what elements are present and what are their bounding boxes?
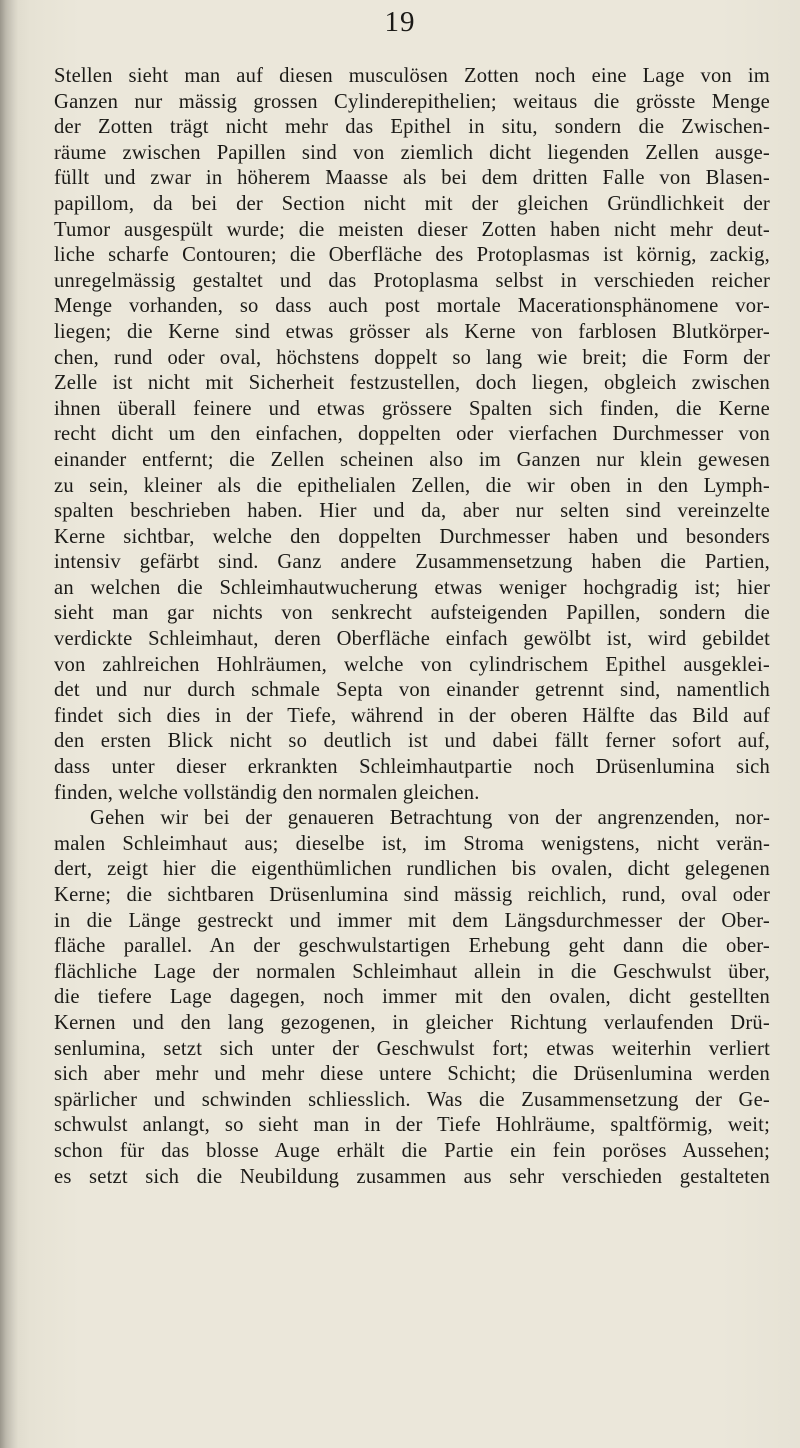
- text-line: in die Länge gestreckt und immer mit dem Längsdurchmesser der Ober-: [54, 909, 770, 932]
- text-line: sich aber mehr und mehr diese untere Schicht; die Drüsenlumina werden: [54, 1063, 770, 1086]
- text-line: Kernen und den lang gezogenen, in gleicher Richtung verlaufenden Drü-: [54, 1011, 770, 1034]
- text-line: senlumina, setzt sich unter der Geschwulst fort; etwas weiterhin verliert: [54, 1037, 770, 1060]
- text-line: malen Schleimhaut aus; dieselbe ist, im Stroma wenigstens, nicht verän-: [54, 832, 770, 855]
- text-line: es setzt sich die Neubildung zusammen aus sehr verschieden gestalteten: [54, 1165, 770, 1188]
- text-line: die tiefere Lage dagegen, noch immer mit den ovalen, dicht gestellten: [54, 986, 770, 1009]
- paragraph-end-line: finden, welche vollständig den normalen gleichen.: [54, 781, 480, 804]
- page-number: 19: [384, 6, 416, 38]
- text-line: räume zwischen Papillen sind von ziemlich dicht liegenden Zellen ausge-: [54, 141, 770, 164]
- text-line: spalten beschrieben haben. Hier und da, aber nur selten sind vereinzelte: [54, 500, 770, 523]
- text-line: det und nur durch schmale Septa von einander getrennt sind, namentlich: [54, 679, 770, 702]
- text-line: füllt und zwar in höherem Maasse als bei dem dritten Falle von Blasen-: [54, 167, 770, 190]
- text-line: unregelmässig gestaltet und das Protoplasma selbst in verschieden reicher: [54, 269, 770, 292]
- text-line: Tumor ausgespült wurde; die meisten dieser Zotten haben nicht mehr deut-: [54, 218, 770, 241]
- text-line: findet sich dies in der Tiefe, während in der oberen Hälfte das Bild auf: [54, 704, 770, 727]
- text-line: von zahlreichen Hohlräumen, welche von cylindrischem Epithel ausgeklei-: [54, 653, 770, 676]
- text-line: schwulst anlangt, so sieht man in der Tiefe Hohlräume, spaltförmig, weit;: [54, 1114, 770, 1137]
- text-line: den ersten Blick nicht so deutlich ist und dabei fällt ferner sofort auf,: [54, 730, 770, 753]
- text-line: dert, zeigt hier die eigenthümlichen rundlichen bis ovalen, dicht gelegenen: [54, 858, 770, 881]
- text-line: liegen; die Kerne sind etwas grösser als Kerne von farblosen Blutkörper-: [54, 320, 770, 343]
- text-line: Stellen sieht man auf diesen musculösen Zotten noch eine Lage von im: [54, 65, 770, 87]
- text-line: liche scharfe Contouren; die Oberfläche des Protoplasmas ist körnig, zackig,: [54, 244, 770, 267]
- text-line: recht dicht um den einfachen, doppelten oder vierfachen Durchmesser von: [54, 423, 770, 446]
- text-line: Kerne; die sichtbaren Drüsenlumina sind mässig reichlich, rund, oval oder: [54, 884, 770, 906]
- text-line: Zelle ist nicht mit Sicherheit festzustellen, doch liegen, obgleich zwischen: [54, 372, 770, 395]
- text-line: schon für das blosse Auge erhält die Partie ein fein poröses Aussehen;: [54, 1139, 770, 1162]
- text-line: sieht man gar nichts von senkrecht aufsteigenden Papillen, sondern die: [54, 602, 770, 625]
- text-line: einander entfernt; die Zellen scheinen also im Ganzen nur klein gewesen: [54, 448, 770, 471]
- text-line: zu sein, kleiner als die epithelialen Zellen, die wir oben in den Lymph-: [54, 474, 770, 497]
- text-line: der Zotten trägt nicht mehr das Epithel in situ, sondern die Zwischen-: [54, 116, 770, 139]
- text-line: ihnen überall feinere und etwas grössere Spalten sich finden, die Kerne: [54, 397, 770, 420]
- text-line: Menge vorhanden, so dass auch post mortale Macerationsphänomene vor-: [54, 295, 770, 318]
- text-line: papillom, da bei der Section nicht mit der gleichen Gründlichkeit der: [54, 192, 770, 215]
- text-line: dass unter dieser erkrankten Schleimhautpartie noch Drüsenlumina sich: [54, 756, 770, 779]
- body-text: [54, 64, 770, 1190]
- text-line: spärlicher und schwinden schliesslich. Was die Zusammensetzung der Ge-: [54, 1088, 770, 1111]
- text-line: flächliche Lage der normalen Schleimhaut allein in die Geschwulst über,: [54, 960, 770, 983]
- text-line: Kerne sichtbar, welche den doppelten Durchmesser haben und besonders: [54, 525, 770, 548]
- text-line: verdickte Schleimhaut, deren Oberfläche einfach gewölbt ist, wird gebildet: [54, 628, 770, 651]
- text-line: chen, rund oder oval, höchstens doppelt so lang wie breit; die Form der: [54, 346, 770, 369]
- text-line: intensiv gefärbt sind. Ganz andere Zusammensetzung haben die Partien,: [54, 551, 770, 574]
- text-line: fläche parallel. An der geschwulstartigen Erhebung geht dann die ober-: [54, 935, 770, 958]
- text-line: an welchen die Schleimhautwucherung etwas weniger hochgradig ist; hier: [54, 576, 770, 599]
- text-line: Ganzen nur mässig grossen Cylinderepithelien; weitaus die grösste Menge: [54, 90, 770, 113]
- paragraph-start-line: Gehen wir bei der genaueren Betrachtung von der angrenzenden, nor-: [90, 807, 770, 830]
- binding-gutter-shadow: [0, 0, 18, 1448]
